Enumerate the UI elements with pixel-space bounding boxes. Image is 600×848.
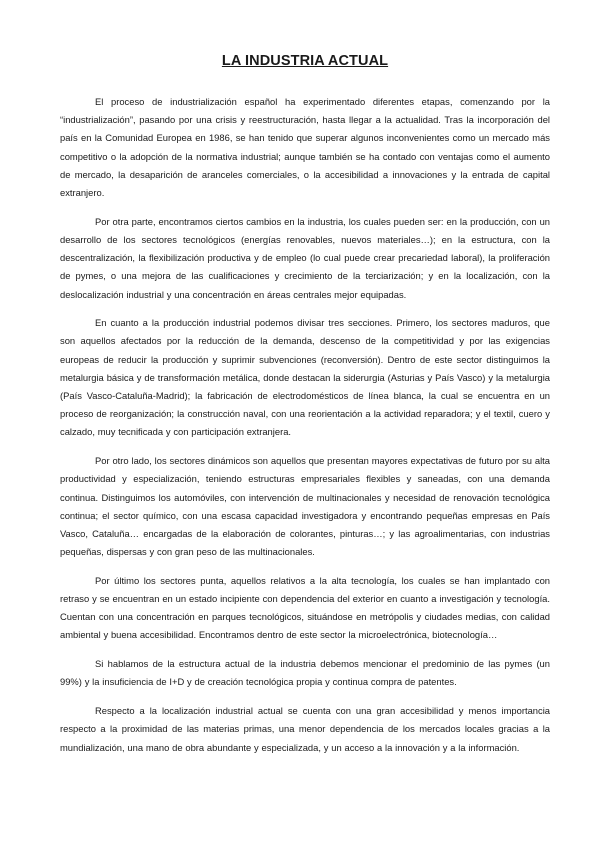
paragraph-leading-sectors: Por último los sectores punta, aquellos relativos a la alta tecnología, los cuales se han implantado con retraso y se encuentran en un estado incipiente con dependencia del exterior en cuanto a investigación y tecnología. Cuentan con una concentración en parques tecnológicos, situándose en metrópolis y ciudades medias, con calidad ambiental y buena accesibilidad. Encontramos dentro de este sector la microelectrónica, biotecnología… <box>60 574 550 641</box>
paragraph-location: Respecto a la localización industrial actual se cuenta con una gran accesibilidad y menos importancia respecto a la proximidad de las materias primas, una menor dependencia de los mercados locales gracias a la mundialización, una mano de obra abundante y especializada, y un acceso a la innovación y a la información. <box>60 705 550 753</box>
paragraph-dynamic-sectors: Por otro lado, los sectores dinámicos son aquellos que presentan mayores expectativas de futuro por su alta productividad y especialización, teniendo estructuras empresariales flexibles y saneadas, con una demanda continua. Distinguimos los automóviles, con intervención de multinacionales y necesidad de renovación tecnológica continua; el sector químico, con una escasa capacidad investigadora y encontrando pequeñas empresas en País Vasco, Cataluña… encargadas de la elaboración de colorantes, pinturas…; y las agroalimentarias, con industrias pequeñas, dispersas y con gran peso de las multinacionales. <box>60 455 550 558</box>
paragraph-introduction: El proceso de industrialización español ha experimentado diferentes etapas, comenzando por la “industrialización”, pasando por una crisis y reestructuración, hasta llegar a la actualidad. Tras la incorporación del país en la Comunidad Europea en 1986, se han tenido que superar algunos inconvenientes como un mercado más competitivo o la adopción de la normativa industrial; aunque también se ha contado con ventajas como el aumento de mercado, la desaparición de aranceles comerciales, o la accesibilidad a innovaciones y la entrada de capital extranjero. <box>60 96 550 199</box>
document-page <box>60 52 550 767</box>
paragraph-changes: Por otra parte, encontramos ciertos cambios en la industria, los cuales pueden ser: en la producción, con un desarrollo de los sectores tecnológicos (energías renovables, nuevos materiales…); en la estructura, con la descentralización, la flexibilización productiva y de empleo (lo cual puede crear precariedad laboral), la proliferación de pymes, o una mejora de las cualificaciones y crecimiento de la terciarización; y en la localización, con la deslocalización industrial y una concentración en áreas centrales mejor equipadas. <box>60 215 550 300</box>
paragraph-structure: Si hablamos de la estructura actual de la industria debemos mencionar el predominio de las pymes (un 99%) y la insuficiencia de I+D y de creación tecnológica propia y continua compra de patentes. <box>60 658 550 688</box>
page-title: LA INDUSTRIA ACTUAL <box>221 53 389 69</box>
paragraph-mature-sectors: En cuanto a la producción industrial podemos divisar tres secciones. Primero, los sectores maduros, que son aquellos afectados por la reducción de la demanda, descenso de la competitividad y por las exigencias europeas de reducir la producción y suprimir subvenciones (reconversión). Dentro de este sector distinguimos la metalurgia básica y de transformación metálica, donde destacan la siderurgia (Asturias y País Vasco) y la metalurgia (País Vasco-Cataluña-Madrid); la fabricación de electrodomésticos de línea blanca, la cual se encuentra en un proceso de reorganización; la construcción naval, con una reorientación a la actividad reparadora; y el textil, cuero y calzado, muy tecnificada y con participación extranjera. <box>60 317 550 438</box>
